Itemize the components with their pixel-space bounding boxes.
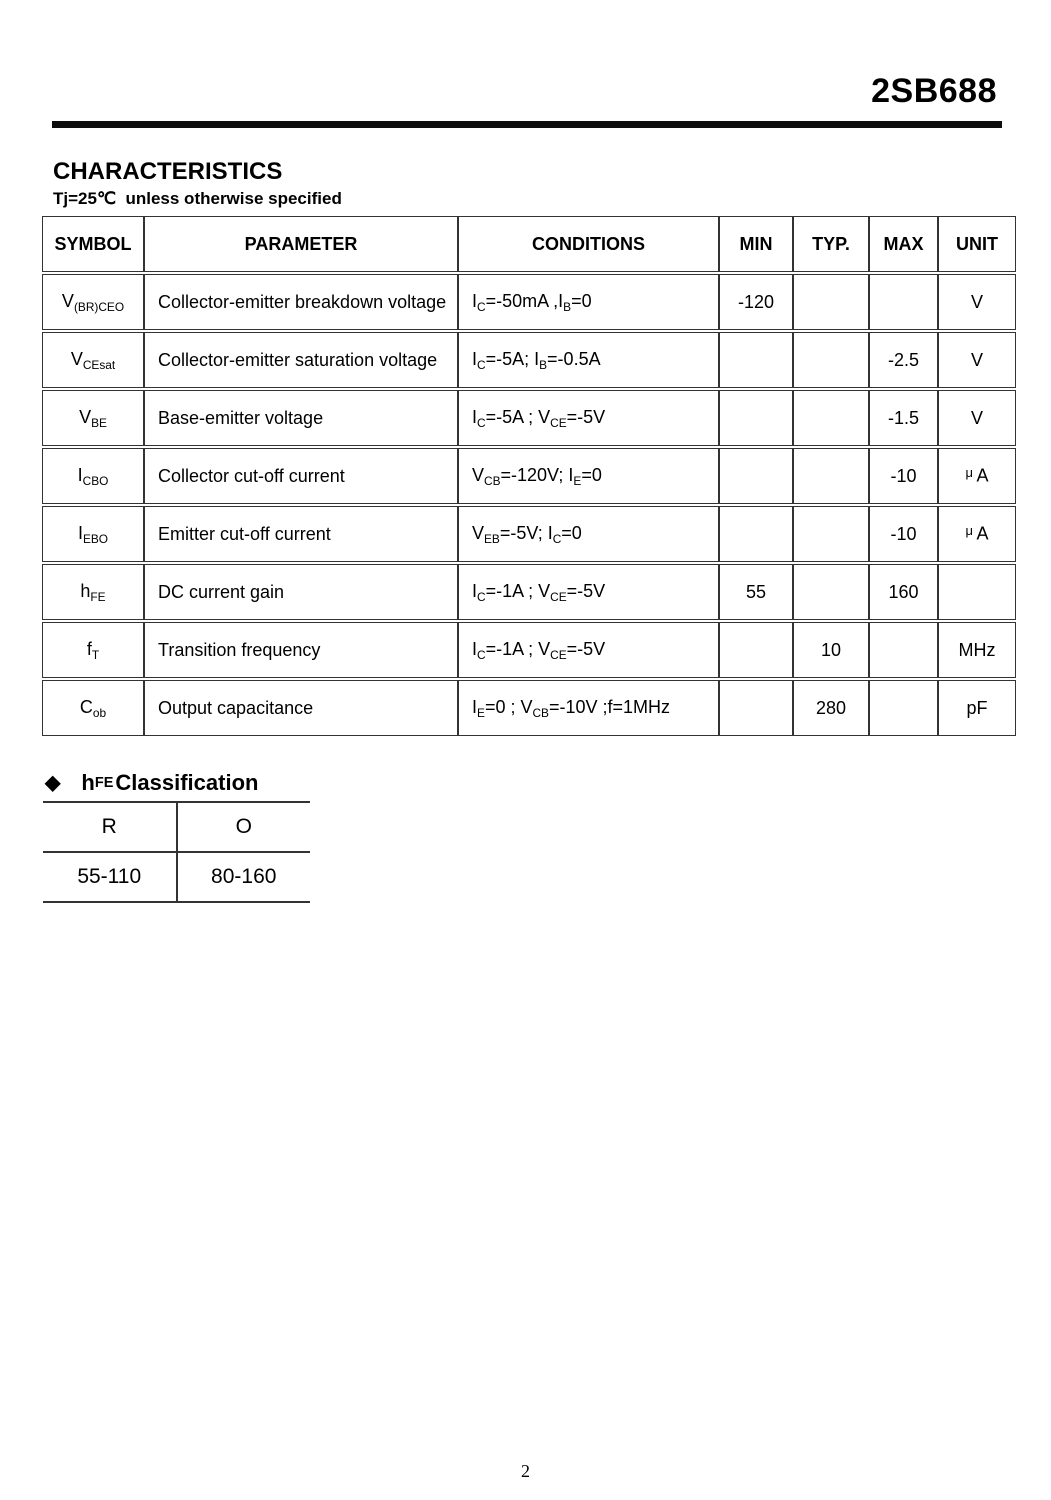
min-cell (719, 506, 793, 562)
subscript-text: CBO (82, 473, 109, 488)
unit-cell: MHz (938, 622, 1016, 678)
column-header-parameter: PARAMETER (144, 216, 458, 272)
parameter-cell: DC current gain (144, 564, 458, 620)
conditions-cell: $V_{EB}=-5V$; $I_C=0$ (458, 506, 719, 562)
subscript-text: C (477, 415, 486, 430)
unit-cell: V (938, 332, 1016, 388)
hfe-symbol-base: h (81, 770, 95, 795)
hfe-classification-table (43, 801, 310, 903)
conditions-cell: $I_C=-5A$; $I_B=-0.5A$ (458, 332, 719, 388)
subscript-text: CE (550, 647, 567, 662)
max-cell: 160 (869, 564, 938, 620)
superscript-text: μ (965, 465, 977, 481)
max-cell: -10 (869, 448, 938, 504)
parameter-cell: Output capacitance (144, 680, 458, 736)
typ-cell: 280 (793, 680, 869, 736)
hfe-classification-heading (45, 772, 258, 794)
header-rule (52, 121, 1002, 128)
rank-r-label: R (43, 802, 177, 852)
parameter-cell: Collector-emitter breakdown voltage (144, 274, 458, 330)
subscript-text: CB (484, 473, 501, 488)
conditions-cell: $I_C=-1A$ ; $V_{CE}=-5V$ (458, 622, 719, 678)
typ-cell (793, 390, 869, 446)
max-cell: -10 (869, 506, 938, 562)
subscript-text: B (563, 299, 572, 314)
parameter-cell: Base-emitter voltage (144, 390, 458, 446)
subscript-text: C (552, 531, 562, 546)
symbol-cell: $f_T$ (42, 622, 144, 678)
unit-cell (938, 564, 1016, 620)
superscript-text: μ (965, 523, 977, 539)
max-cell (869, 622, 938, 678)
rank-r-range: 55-110 (43, 852, 177, 902)
table-row (42, 448, 1016, 504)
max-cell: -2.5 (869, 332, 938, 388)
typ-cell (793, 448, 869, 504)
min-cell (719, 390, 793, 446)
characteristics-heading: CHARACTERISTICS (53, 158, 283, 185)
subscript-text: E (477, 705, 485, 720)
symbol-cell: $C_{ob}$ (42, 680, 144, 736)
characteristics-table (42, 214, 1016, 738)
hfe-symbol-sub: FE (94, 774, 114, 791)
subscript-text: (BR)CEO (73, 299, 125, 314)
subscript-text: EBO (82, 531, 109, 546)
characteristics-table-header (42, 216, 1016, 272)
symbol-cell: $h_{FE}$ (42, 564, 144, 620)
test-condition-note: Tj=25℃ unless otherwise specified (53, 189, 342, 208)
typ-cell: 10 (793, 622, 869, 678)
conditions-cell: $I_C=-1A$ ; $V_{CE}=-5V$ (458, 564, 719, 620)
subscript-text: B (539, 357, 548, 372)
min-cell (719, 332, 793, 388)
symbol-cell: $I_{CBO}$ (42, 448, 144, 504)
min-cell (719, 680, 793, 736)
column-header-unit: UNIT (938, 216, 1016, 272)
subscript-text: C (477, 589, 486, 604)
conditions-cell: $I_E=0$ ; $V_{CB}=-10V$ ;f=1MHz (458, 680, 719, 736)
column-header-typ: TYP. (793, 216, 869, 272)
symbol-cell: $I_{EBO}$ (42, 506, 144, 562)
subscript-text: ob (92, 705, 107, 720)
min-cell: -120 (719, 274, 793, 330)
table-row (42, 274, 1016, 330)
table-row (42, 506, 1016, 562)
classification-range-row (43, 852, 310, 902)
column-header-max: MAX (869, 216, 938, 272)
conditions-cell: $V_{CB}=-120V$; $I_E=0$ (458, 448, 719, 504)
unit-cell: pF (938, 680, 1016, 736)
classification-rank-row (43, 802, 310, 852)
table-row (42, 332, 1016, 388)
subscript-text: T (91, 647, 100, 662)
unit-cell: $^\mu$ A (938, 448, 1016, 504)
min-cell: 55 (719, 564, 793, 620)
unit-cell: V (938, 274, 1016, 330)
subscript-text: C (477, 357, 486, 372)
column-header-conditions: CONDITIONS (458, 216, 719, 272)
table-row (42, 390, 1016, 446)
rank-o-label: O (177, 802, 311, 852)
symbol-cell: $V_{(BR)CEO}$ (42, 274, 144, 330)
unit-cell: $^\mu$ A (938, 506, 1016, 562)
subscript-text: CE (550, 589, 567, 604)
min-cell (719, 622, 793, 678)
hfe-heading-text: Classification (115, 770, 259, 795)
subscript-text: BE (91, 415, 107, 430)
parameter-cell: Collector-emitter saturation voltage (144, 332, 458, 388)
subscript-text: CEsat (82, 357, 116, 372)
subscript-text: C (477, 647, 486, 662)
page-number: 2 (521, 1461, 530, 1481)
column-header-min: MIN (719, 216, 793, 272)
header-row (42, 216, 1016, 272)
parameter-cell: Collector cut-off current (144, 448, 458, 504)
typ-cell (793, 506, 869, 562)
typ-cell (793, 564, 869, 620)
rank-o-range: 80-160 (177, 852, 311, 902)
subscript-text: CE (550, 415, 567, 430)
column-header-symbol: SYMBOL (42, 216, 144, 272)
subscript-text: EB (484, 531, 500, 546)
conditions-cell: $I_C=-5A$ ; $V_{CE}=-5V$ (458, 390, 719, 446)
typ-cell (793, 332, 869, 388)
max-cell: -1.5 (869, 390, 938, 446)
page-title: 2SB688 (871, 72, 997, 110)
table-row (42, 622, 1016, 678)
table-row (42, 564, 1016, 620)
subscript-text: FE (90, 589, 106, 604)
symbol-cell: $V_{CEsat}$ (42, 332, 144, 388)
max-cell (869, 274, 938, 330)
subscript-text: C (477, 299, 486, 314)
symbol-cell: $V_{BE}$ (42, 390, 144, 446)
subscript-text: E (573, 473, 582, 488)
min-cell (719, 448, 793, 504)
subscript-text: CB (532, 705, 549, 720)
unit-cell: V (938, 390, 1016, 446)
parameter-cell: Emitter cut-off current (144, 506, 458, 562)
max-cell (869, 680, 938, 736)
typ-cell (793, 274, 869, 330)
diamond-bullet-icon: ◆ (45, 772, 61, 794)
table-row (42, 680, 1016, 736)
characteristics-rows (42, 274, 1016, 736)
conditions-cell: $I_C=-50mA$ $,I_B=0$ (458, 274, 719, 330)
parameter-cell: Transition frequency (144, 622, 458, 678)
